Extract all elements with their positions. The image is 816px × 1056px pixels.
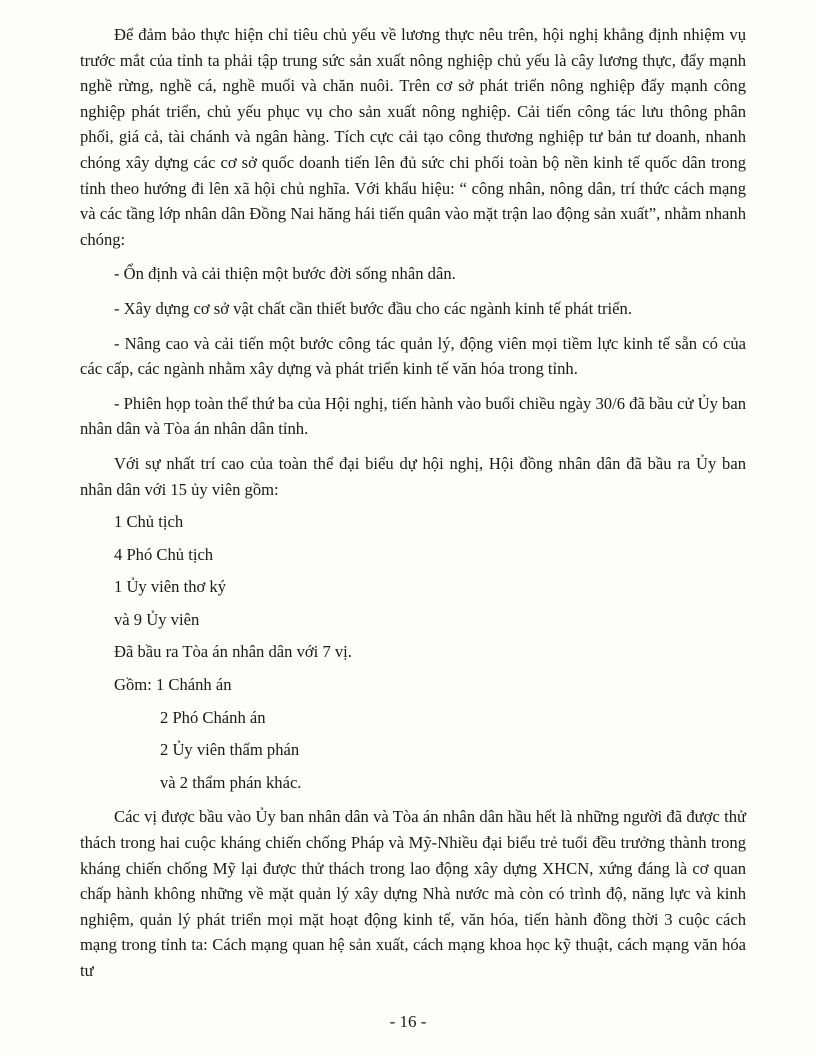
sub-list-item: 2 Phó Chánh án <box>160 707 266 727</box>
bullet-item-1: - Ổn định và cải thiện một bước đời sống nhân dân. <box>114 264 456 284</box>
paragraph-election: Với sự nhất trí cao của toàn thể đại biểu dự hội nghị, Hội đồng nhân dân đã bầu ra Ủy ban nhân dân với 15 ủy viên gồm: <box>80 453 746 499</box>
list-item: 1 Ủy viên thơ ký <box>114 577 227 597</box>
list-item: Đã bầu ra Tòa án nhân dân với 7 vị. <box>114 642 352 662</box>
body-text <box>80 22 746 984</box>
page-number: - 16 - <box>389 1012 427 1031</box>
bullet-item-4: - Phiên họp toàn thể thứ ba của Hội nghị, tiến hành vào buổi chiều ngày 30/6 đã bầu cử Ủy ban nhân dân và Tòa án nhân dân tỉnh. <box>80 393 746 439</box>
paragraph-closing: Các vị được bầu vào Ủy ban nhân dân và Tòa án nhân dân hầu hết là những người đã được thử thách trong hai cuộc kháng chiến chống Pháp và Mỹ-Nhiều đại biểu trẻ tuổi đều trưởng thành trong kháng chiến chống Mỹ lại được thử thách trong lao động xây dựng XHCN, xứng đáng là cơ quan chấp hành không những về mặt quản lý xây dựng Nhà nước mà còn có trình độ, năng lực và kinh nghiệm, quản lý phát triển mọi mặt hoạt động kinh tế, văn hóa, tiến hành đồng thời 3 cuộc cách mạng trong tỉnh ta: Cách mạng quan hệ sản xuất, cách mạng khoa học kỹ thuật, cách mạng văn hóa tư <box>80 807 746 980</box>
list-item: Gồm: 1 Chánh án <box>114 675 232 695</box>
list-item: 1 Chủ tịch <box>114 512 184 532</box>
sub-list-item: 2 Ủy viên thẩm phán <box>160 740 300 760</box>
bullet-item-2: - Xây dựng cơ sở vật chất cần thiết bước đầu cho các ngành kinh tế phát triển. <box>114 298 632 318</box>
list-item: 4 Phó Chủ tịch <box>114 544 214 564</box>
list-item: và 9 Ủy viên <box>114 609 200 629</box>
bullet-item-3: - Nâng cao và cải tiến một bước công tác quản lý, động viên mọi tiềm lực kinh tế sẵn có của các cấp, các ngành nhằm xây dựng và phát triển kinh tế văn hóa trong tỉnh. <box>80 333 746 379</box>
sub-list-item: và 2 thẩm phán khác. <box>160 772 302 792</box>
paragraph-intro: Để đảm bảo thực hiện chỉ tiêu chủ yếu về lương thực nêu trên, hội nghị khẳng định nhiệm vụ trước mắt của tỉnh ta phải tập trung sức sản xuất nông nghiệp chủ yếu là cây lương thực, đẩy mạnh nghề rừng, nghề cá, nghề muối và chăn nuôi. Trên cơ sở phát triển nông nghiệp đẩy mạnh công nghiệp phát triển, chủ yếu phục vụ cho sản xuất nông nghiệp. Cải tiến công tác lưu thông phân phối, giá cả, tài chánh và ngân hàng. Tích cực cải tạo công thương nghiệp tư bản tư doanh, nhanh chóng xây dựng các cơ sở quốc doanh tiến lên đủ sức chi phối toàn bộ nền kinh tế quốc dân trong tỉnh theo hướng đi lên xã hội chủ nghĩa. Với khẩu hiệu: “ công nhân, nông dân, trí thức cách mạng và các tầng lớp nhân dân Đồng Nai hăng hái tiến quân vào mặt trận lao động sản xuất”, nhằm nhanh chóng: <box>80 25 746 249</box>
